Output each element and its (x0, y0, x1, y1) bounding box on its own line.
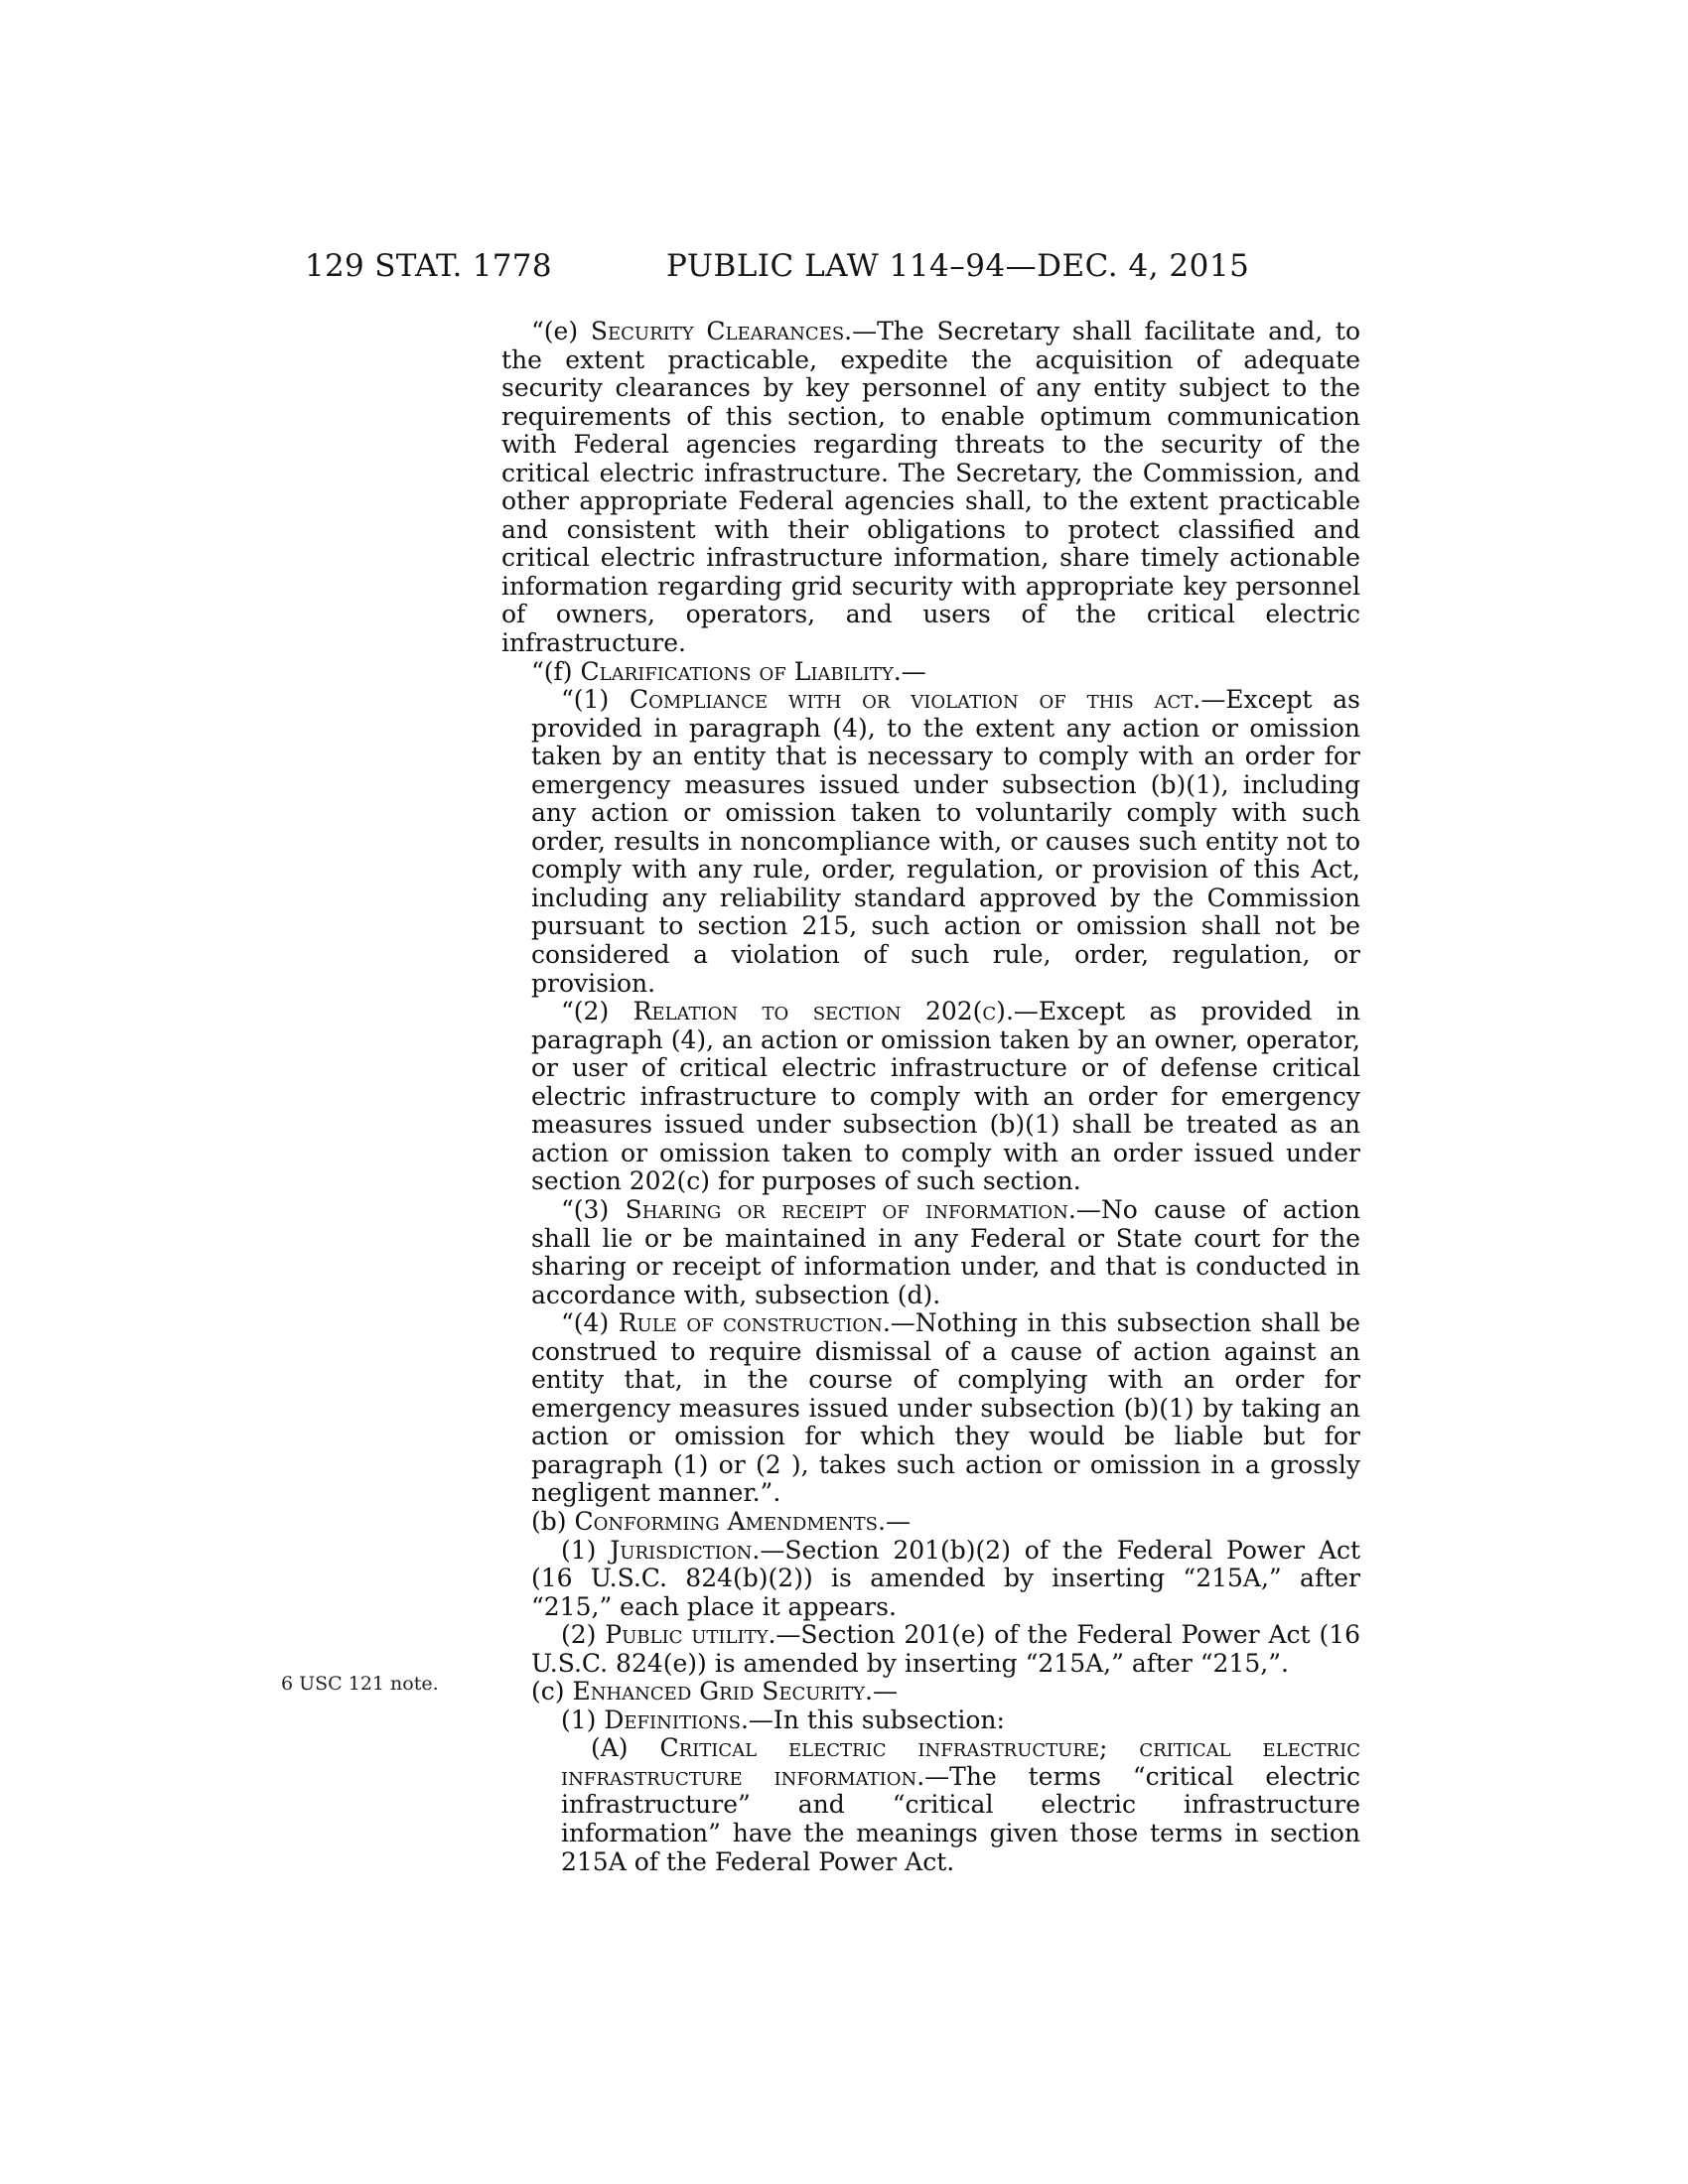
paragraph-text: —The Secretary shall facilitate and, to the extent practicable, expedite the acquisition of adequate security clearances by key personnel of any entity subject to the requirements of this section, to enable optimum communication with Federal agencies regarding threats to the security of the critical electric infrastructure. The Secretary, the Commission, and other appropriate Federal agencies shall, to the extent practicable and consistent with their obligations to protect classified and critical electric infrastructure information, share timely actionable information regarding grid security with appropriate key personnel of owners, operators, and users of the critical electric infrastructure. (501, 317, 1361, 658)
paragraph-b1-jurisdiction (501, 1537, 1360, 1622)
paragraph-text: —In this subsection: (748, 1705, 1005, 1734)
paragraph-heading: Critical electric infrastructure; critical electric infrastructure information. (561, 1733, 1360, 1791)
paragraph-heading: Conforming Amendments. (574, 1506, 886, 1536)
subparagraph-c1a-critical-electric-infrastructure (501, 1734, 1360, 1876)
subsection-c-enhanced-grid-security (501, 1678, 1360, 1706)
paragraph-number: “(2) (561, 997, 633, 1026)
paragraph-number: “(4) (561, 1308, 619, 1338)
paragraph-heading: Sharing or receipt of information. (625, 1194, 1076, 1224)
paragraph-number: (A) (591, 1733, 660, 1763)
paragraph-heading: Jurisdiction. (610, 1535, 761, 1565)
paragraph-heading: Relation to section 202(c). (633, 997, 1014, 1026)
paragraph-b2-public-utility (501, 1621, 1360, 1678)
paragraph-number: “(3) (561, 1194, 626, 1224)
paragraph-text: —Nothing in this subsection shall be construed to require dismissal of a cause of action against an entity that, in the course of complying with an order for emergency measures issued under subsection (b)(1) by taking an action or omission for which they would be liable but for paragraph (1) or (2 ), takes such action or omission in a grossly negligent manner.”. (531, 1308, 1360, 1508)
public-law-title: PUBLIC LAW 114–94—DEC. 4, 2015 (666, 248, 1250, 284)
paragraph-heading: Definitions. (604, 1705, 749, 1734)
paragraph-text: —No cause of action shall lie or be maintained in any Federal or State court for the sharing or receipt of information under, and that is conducted in accordance with, subsection (d). (531, 1194, 1361, 1309)
paragraph-number: “(1) (561, 685, 631, 715)
paragraph-number: (1) (561, 1535, 611, 1565)
paragraph-f1-compliance (501, 686, 1360, 998)
subsection-f-clarifications-of-liability (501, 658, 1360, 687)
paragraph-f2-relation-to-section-202c (501, 998, 1360, 1196)
statute-page-number: 129 STAT. 1778 (305, 248, 552, 284)
paragraph-text: — (885, 1506, 911, 1536)
paragraph-number: (2) (561, 1620, 606, 1650)
paragraph-number: (b) (531, 1506, 575, 1536)
paragraph-heading: Rule of construction. (618, 1308, 891, 1338)
paragraph-f4-rule-of-construction (501, 1309, 1360, 1508)
paragraph-f3-sharing-of-information (501, 1196, 1360, 1309)
paragraph-text: —The terms “critical electric infrastructure” and “critical electric infrastructure information” have the meanings given those terms in section 215A of the Federal Power Act. (561, 1761, 1360, 1876)
paragraph-heading: Public utility. (605, 1620, 776, 1650)
paragraph-text: —Except as provided in paragraph (4), an action or omission taken by an owner, operator, or user of critical electric infrastructure or of defense critical electric infrastructure to comply with an order for emergency measures issued under subsection (b)(1) shall be treated as an action or omission taken to comply with an order issued under section 202(c) for purposes of such section. (531, 997, 1361, 1196)
paragraph-heading: Security Clearances. (590, 317, 853, 345)
paragraph-text: —Except as provided in paragraph (4), to the extent any action or omission taken by an entity that is necessary to comply with an order for emergency measures issued under subsection (b)(1), including any action or omission taken to voluntarily comply with such order, results in noncompliance with, or causes such entity not to comply with any rule, order, regulation, or provision of this Act, including any reliability standard approved by the Commission pursuant to section 215, such action or omission shall not be considered a violation of such rule, order, regulation, or provision. (531, 685, 1360, 998)
paragraph-text: —Section 201(b)(2) of the Federal Power Act (16 U.S.C. 824(b)(2)) is amended by inserting “215A,” after “215,” each place it appears. (531, 1535, 1360, 1621)
paragraph-text: — (901, 656, 926, 686)
paragraph-c1-definitions (501, 1706, 1360, 1735)
paragraph-heading: Compliance with or violation of this act. (630, 685, 1201, 715)
paragraph-heading: Enhanced Grid Security. (572, 1677, 873, 1706)
paragraph-number: (c) (531, 1677, 573, 1706)
paragraph-heading: Clarifications of Liability. (580, 656, 902, 686)
paragraph-number: “(f) (531, 656, 581, 686)
paragraph-number: (1) (561, 1705, 605, 1734)
paragraph-number: “(e) (531, 317, 591, 345)
document-body (501, 318, 1360, 1876)
paragraph-text: —Section 201(e) of the Federal Power Act (16 U.S.C. 824(e)) is amended by inserting “215A,” after “215,”. (531, 1620, 1361, 1678)
running-header (0, 246, 1688, 286)
subsection-e-security-clearances (501, 318, 1360, 658)
subsection-b-conforming-amendments (501, 1508, 1360, 1537)
margin-note: 6 USC 121 note. (281, 1673, 439, 1695)
paragraph-text: — (872, 1677, 898, 1706)
